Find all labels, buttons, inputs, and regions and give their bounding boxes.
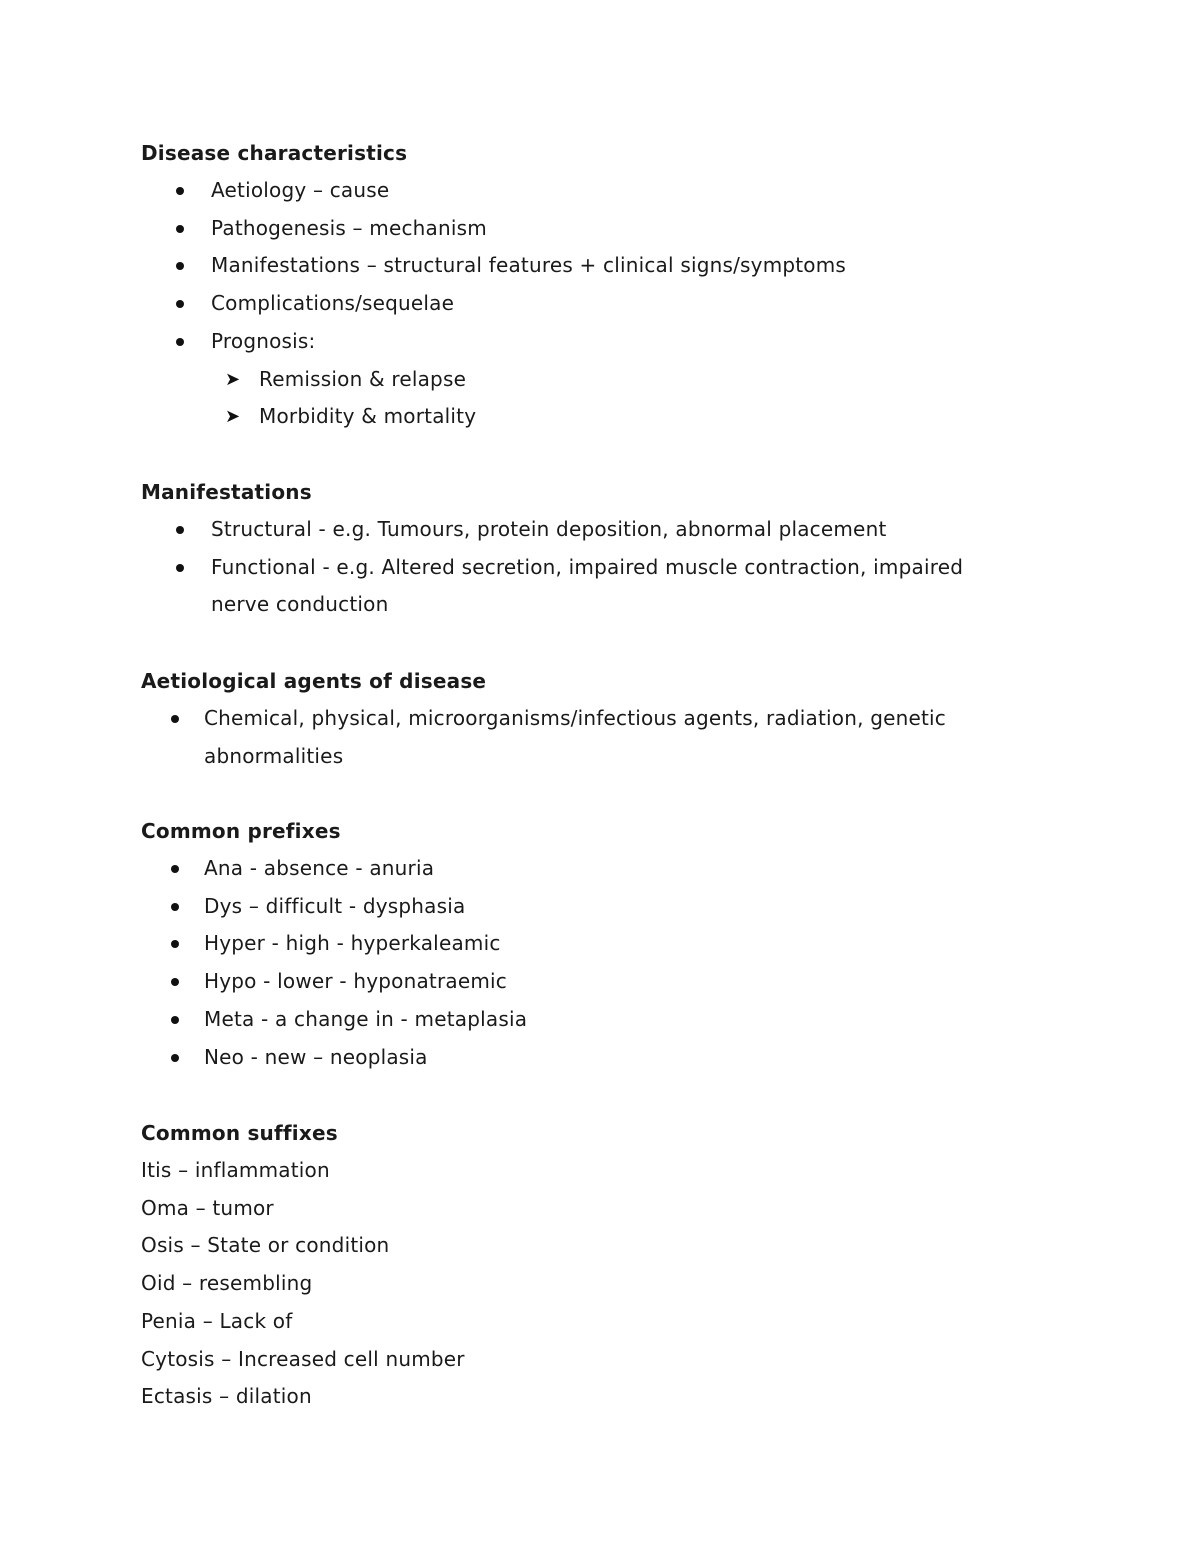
- list-item-text: Chemical, physical, microorganisms/infectious agents, radiation, genetic: [204, 706, 946, 730]
- list-item: [141, 511, 1041, 549]
- section-common-prefixes: [141, 812, 1041, 1076]
- bullet-icon: [171, 715, 179, 723]
- list-item: [141, 1001, 1041, 1039]
- arrow-bullet-icon: ➤: [225, 368, 241, 390]
- bullet-icon: [176, 564, 184, 572]
- list-item: [141, 1039, 1041, 1077]
- list-item: [141, 323, 1041, 361]
- list-item-text: Structural - e.g. Tumours, protein deposition, abnormal placement: [211, 517, 887, 541]
- list-item: [141, 888, 1041, 926]
- suffix-line: Itis – inflammation: [141, 1158, 330, 1182]
- list-item-text: Dys – difficult - dysphasia: [204, 893, 466, 918]
- bullet-icon: [176, 225, 184, 233]
- bullet-list: [141, 172, 1041, 436]
- section-heading: Common prefixes: [141, 819, 341, 843]
- section-aetiological-agents: [141, 662, 1041, 775]
- suffix-line: Oma – tumor: [141, 1195, 274, 1220]
- bullet-icon: [171, 1054, 179, 1062]
- list-item-text: nerve conduction: [211, 592, 389, 617]
- bullet-icon: [176, 262, 184, 270]
- bullet-list: [141, 850, 1041, 1076]
- list-item-text: abnormalities: [204, 743, 344, 768]
- sub-list-item: [141, 398, 1041, 436]
- list-item-text: Hypo - lower - hyponatraemic: [204, 969, 507, 994]
- list-item-text: Prognosis:: [211, 328, 316, 353]
- list-item: [141, 247, 1041, 285]
- list-item-text: Morbidity & mortality: [259, 404, 477, 429]
- list-item: [141, 549, 1041, 587]
- list-item: [141, 963, 1041, 1001]
- list-item-text: Manifestations – structural features + clinical signs/symptoms: [211, 253, 847, 278]
- section-heading: Disease characteristics: [141, 141, 408, 165]
- bullet-icon: [176, 300, 184, 308]
- list-item-continuation: [141, 738, 1041, 776]
- list-item: [141, 285, 1041, 323]
- section-heading: Manifestations: [141, 480, 312, 504]
- list-item-text: Complications/sequelae: [211, 291, 455, 316]
- bullet-list: [141, 511, 1041, 624]
- suffix-line: Oid – resembling: [141, 1271, 313, 1296]
- suffix-line: Osis – State or condition: [141, 1233, 390, 1258]
- suffix-line: Cytosis – Increased cell number: [141, 1346, 465, 1371]
- suffix-line: Penia – Lack of: [141, 1308, 293, 1333]
- bullet-list: [141, 700, 1041, 775]
- list-item: [141, 210, 1041, 248]
- section-common-suffixes: [141, 1114, 1041, 1416]
- list-item-text: Pathogenesis – mechanism: [211, 215, 487, 240]
- section-heading: Common suffixes: [141, 1121, 338, 1145]
- bullet-icon: [176, 338, 184, 346]
- list-item: [141, 850, 1041, 888]
- list-item: [141, 172, 1041, 210]
- list-item-text: Aetiology – cause: [211, 178, 390, 202]
- list-item-text: Functional - e.g. Altered secretion, impaired muscle contraction, impaired: [211, 554, 964, 579]
- bullet-icon: [171, 903, 179, 911]
- arrow-bullet-icon: ➤: [225, 406, 241, 428]
- list-item-text: Ana - absence - anuria: [204, 856, 435, 880]
- bullet-icon: [176, 526, 184, 534]
- section-heading: Aetiological agents of disease: [141, 669, 487, 693]
- bullet-icon: [171, 865, 179, 873]
- list-item-continuation: [141, 586, 1041, 624]
- section-disease-characteristics: [141, 134, 1041, 436]
- bullet-icon: [171, 978, 179, 986]
- sub-list-item: [141, 361, 1041, 399]
- list-item-text: Remission & relapse: [259, 366, 467, 391]
- list-item-text: Hyper - high - hyperkaleamic: [204, 931, 501, 956]
- bullet-icon: [171, 940, 179, 948]
- section-manifestations: [141, 473, 1041, 624]
- list-item-text: Neo - new – neoplasia: [204, 1044, 428, 1069]
- list-item: [141, 700, 1041, 738]
- bullet-icon: [171, 1016, 179, 1024]
- list-item-text: Meta - a change in - metaplasia: [204, 1006, 528, 1031]
- suffix-line: Ectasis – dilation: [141, 1384, 312, 1409]
- bullet-icon: [176, 187, 184, 195]
- list-item: [141, 925, 1041, 963]
